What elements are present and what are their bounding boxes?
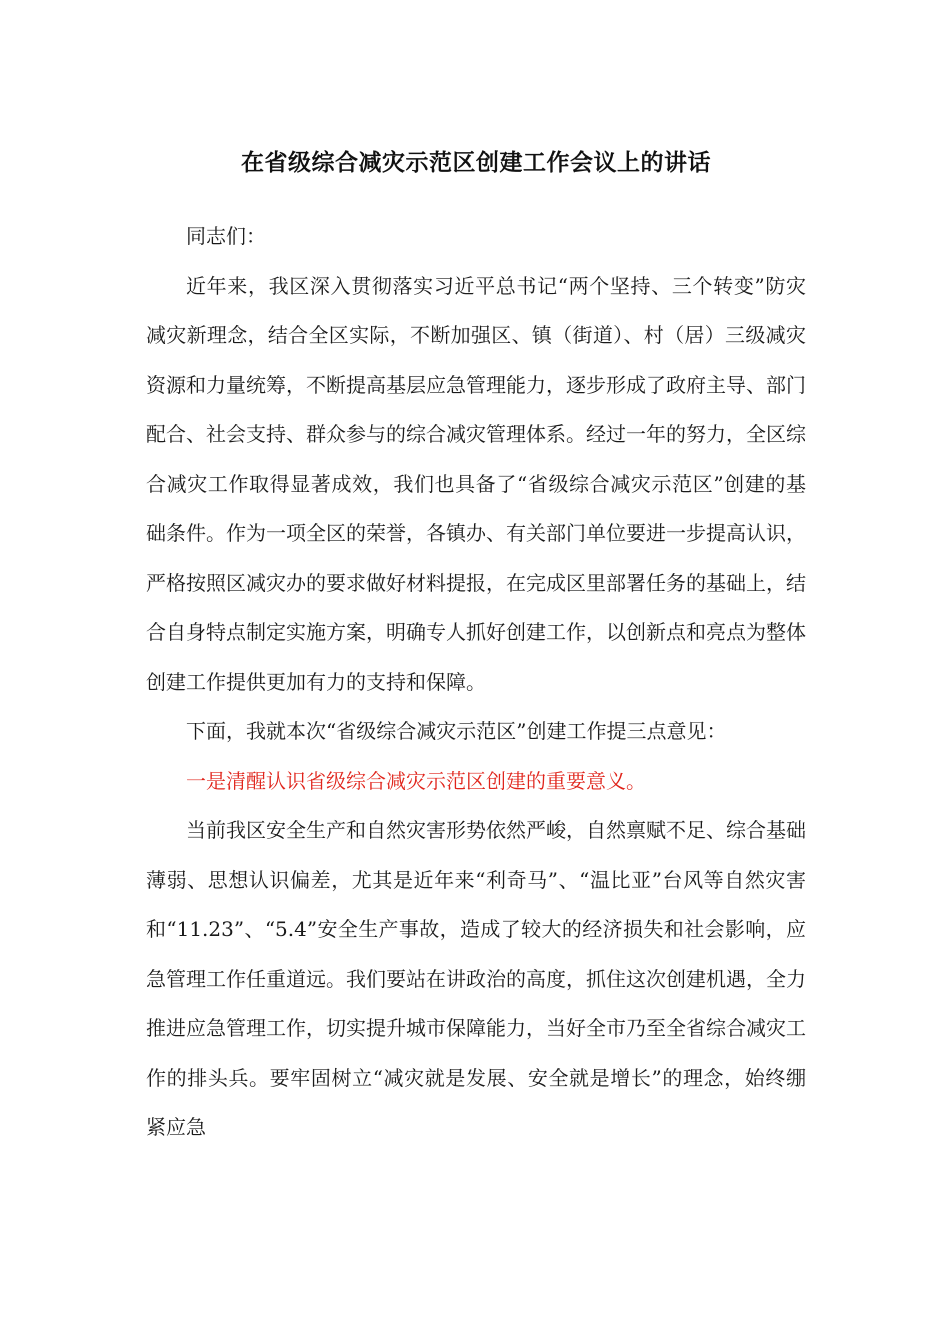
document-title: 在省级综合减灾示范区创建工作会议上的讲话 xyxy=(241,149,711,176)
document-page xyxy=(146,138,806,1153)
paragraph-intro: 近年来，我区深入贯彻落实习近平总书记“两个坚持、三个转变”防灾减灾新理念，结合全区实际，不断加强区、镇（街道）、村（居）三级减灾资源和力量统筹，不断提高基层应急管理能力，逐步形成了政府主导、部门配合、社会支持、群众参与的综合减灾管理体系。经过一年的努力，全区综合减灾工作取得显著成效，我们也具备了“省级综合减灾示范区”创建的基础条件。作为一项全区的荣誉，各镇办、有关部门单位要进一步提高认识，严格按照区减灾办的要求做好材料提报，在完成区里部署任务的基础上，结合自身特点制定实施方案，明确专人抓好创建工作，以创新点和亮点为整体创建工作提供更加有力的支持和保障。 xyxy=(146,273,806,694)
section-heading-one: 一是清醒认识省级综合减灾示范区创建的重要意义。 xyxy=(186,768,646,793)
paragraph-overview: 下面，我就本次“省级综合减灾示范区”创建工作提三点意见： xyxy=(186,719,727,743)
paragraph-situation: 当前我区安全生产和自然灾害形势依然严峻，自然禀赋不足、综合基础薄弱、思想认识偏差，尤其是近年来“利奇马”、“温比亚”台风等自然灾害和“11.23”、“5.4”安全生产事故，造成了较大的经济损失和社会影响，应急管理工作任重道远。我们要站在讲政治的高度，抓住这次创建机遇，全力推进应急管理工作，切实提升城市保障能力，当好全市乃至全省综合减灾工作的排头兵。要牢固树立“减灾就是发展、安全就是增长”的理念，始终绷紧应急 xyxy=(146,818,806,1139)
salutation: 同志们： xyxy=(186,224,266,248)
